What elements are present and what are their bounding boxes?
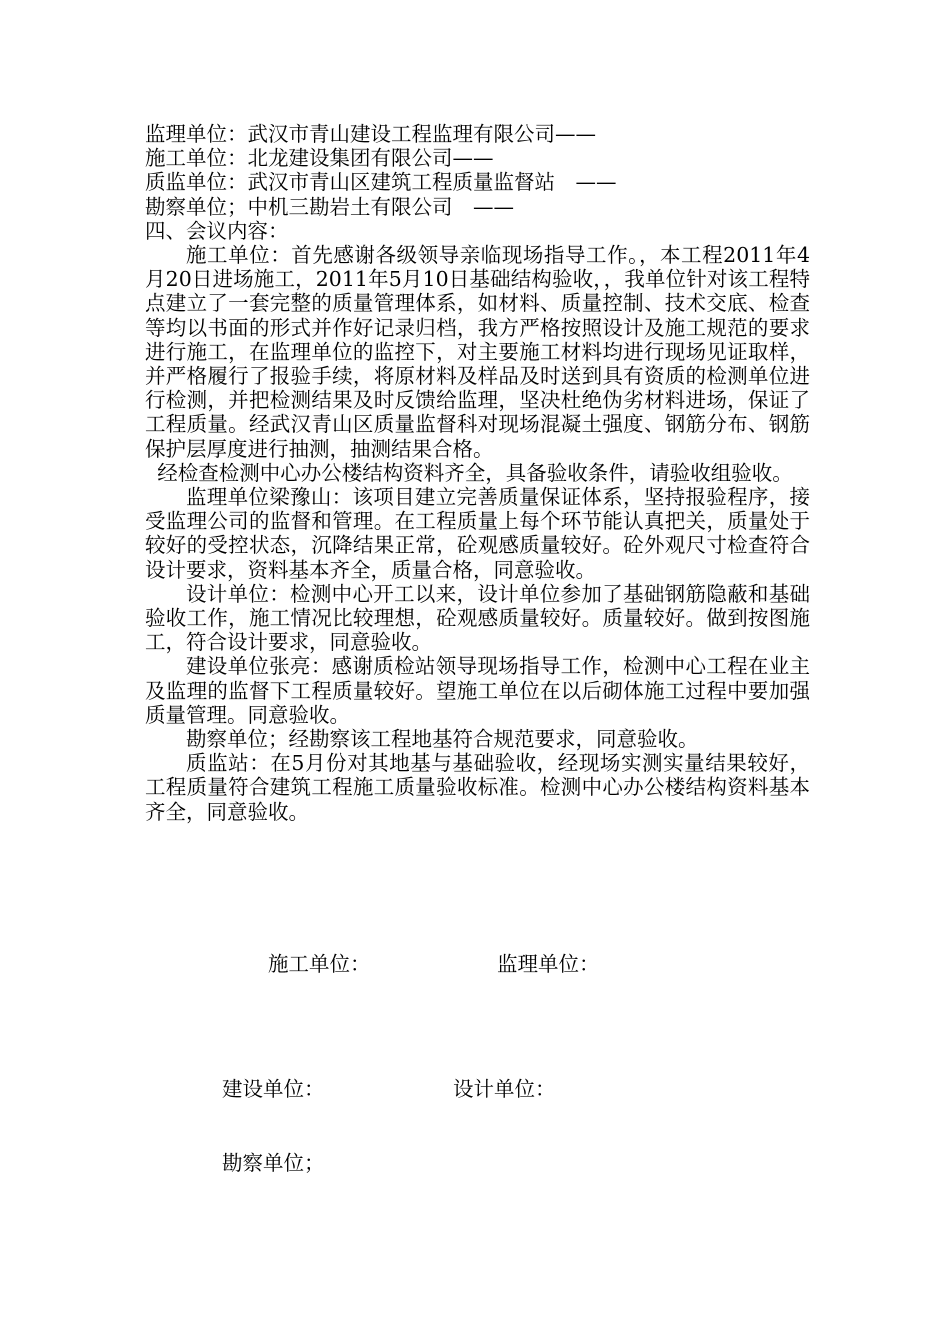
paragraph-owner-opinion: 建设单位张亮：感谢质检站领导现场指导工作，检测中心工程在业主及监理的监督下工程质量较好。望施工单位在以后砌体施工过程中要加强质量管理。同意验收。 — [145, 654, 810, 727]
paragraph-supervision-opinion: 监理单位梁豫山：该项目建立完善质量保证体系，坚持报验程序，接受监理公司的监督和管理。在工程质量上每个环节能认真把关，质量处于较好的受控状态，沉降结果正常，砼观感质量较好。砼外观尺寸检查符合设计要求，资料基本齐全，质量合格，同意验收。 — [145, 485, 810, 582]
paragraph-inspection-summary: 经检查检测中心办公楼结构资料齐全，具备验收条件，请验收组验收。 — [157, 460, 793, 485]
unit-line-supervision: 监理单位：武汉市青山建设工程监理有限公司—— — [145, 122, 596, 146]
unit-line-survey: 勘察单位；中机三勘岩土有限公司 —— — [145, 194, 514, 219]
paragraph-quality-station-opinion: 质监站：在5月份对其地基与基础验收，经现场实测实量结果较好，工程质量符合建筑工程施工质量验收标准。检测中心办公楼结构资料基本齐全，同意验收。 — [145, 751, 810, 824]
signature-design-unit: 设计单位： — [453, 1077, 556, 1101]
section-heading: 四、会议内容： — [145, 218, 289, 243]
paragraph-design-opinion: 设计单位：检测中心开工以来，设计单位参加了基础钢筋隐蔽和基础验收工作，施工情况比较理想，砼观感质量较好。质量较好。做到按图施工，符合设计要求，同意验收。 — [145, 581, 810, 655]
paragraph-survey-opinion: 勘察单位；经勘察该工程地基符合规范要求，同意验收。 — [186, 727, 699, 752]
signature-owner-unit: 建设单位： — [222, 1077, 325, 1101]
unit-line-quality-supervision: 质监单位：武汉市青山区建筑工程质量监督站 —— — [145, 170, 617, 195]
paragraph-construction-statement: 施工单位：首先感谢各级领导亲临现场指导工作。，本工程2011年4月20日进场施工，2011年5月10日基础结构验收，，我单位针对该工程特点建立了一套完整的质量管理体系，如材料、质量控制、技术交底、检查等均以书面的形式并作好记录归档，我方严格按照设计及施工规范的要求进行施工，在监理单位的监控下，对主要施工材料均进行现场见证取样，并严格履行了报验手续，将原材料及样品及时送到具有资质的检测单位进行检测，并把检测结果及时反馈给监理，坚决杜绝伪劣材料进场，保证了工程质量。经武汉青山区质量监督科对现场混凝土强度、钢筋分布、钢筋保护层厚度进行抽测，抽测结果合格。 — [145, 243, 810, 461]
meeting-minutes-body — [145, 122, 810, 824]
signature-supervision-unit: 监理单位： — [497, 952, 600, 976]
signature-construction-unit: 施工单位： — [268, 952, 371, 976]
signature-survey-unit: 勘察单位； — [222, 1151, 325, 1175]
unit-line-construction: 施工单位：北龙建设集团有限公司—— — [145, 146, 494, 171]
